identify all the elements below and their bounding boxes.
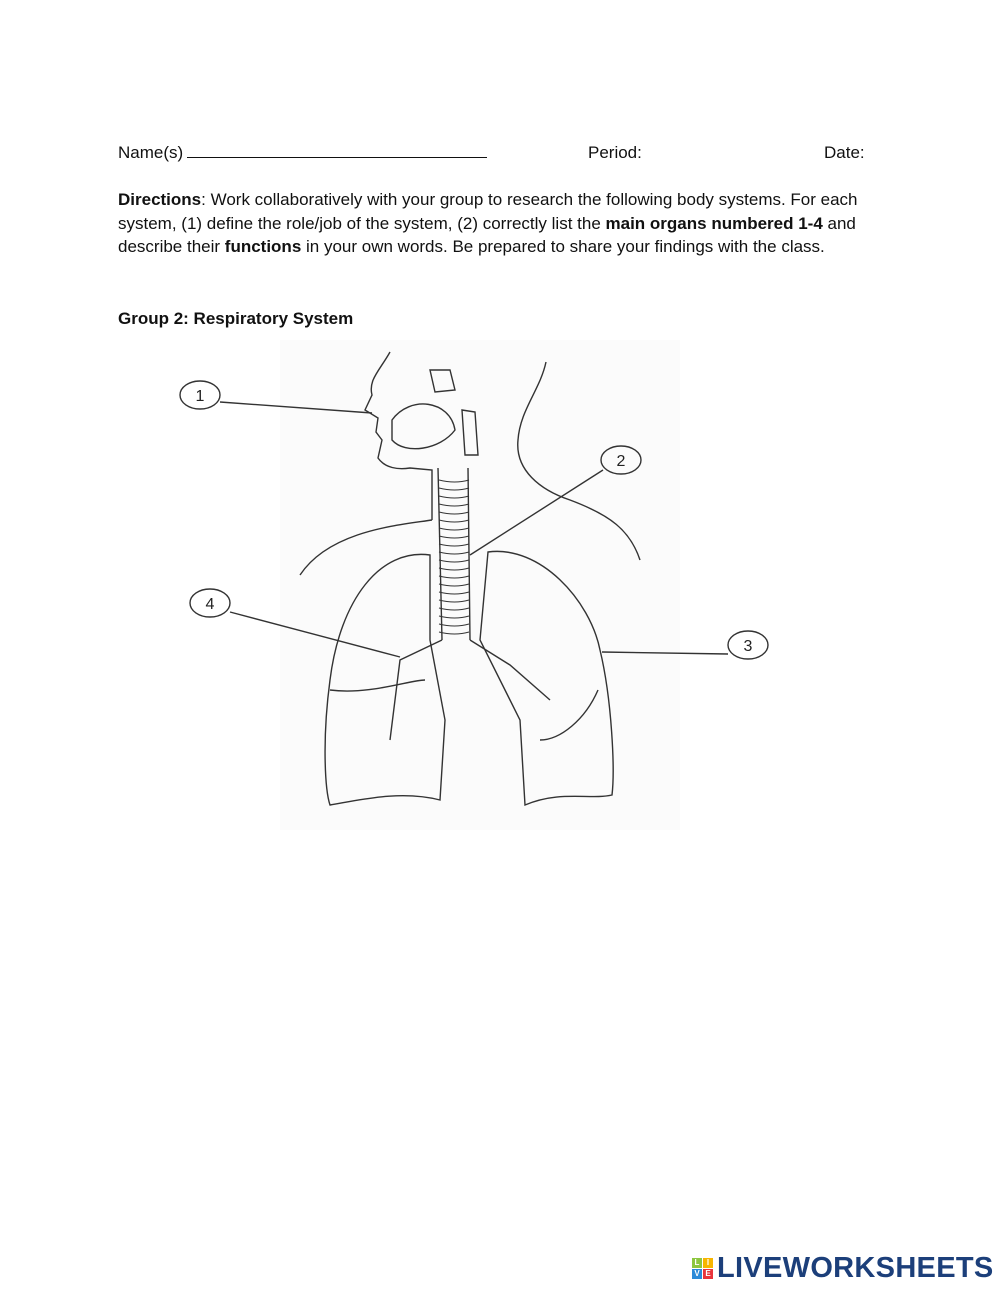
section-title: Group 2: Respiratory System: [118, 309, 354, 328]
directions-label: Directions: [118, 190, 202, 209]
cube-letter: E: [703, 1269, 713, 1279]
label-3[interactable]: [728, 631, 768, 659]
logo-cube-icon: [692, 1258, 713, 1279]
directions-text: in your own words. Be prepared to share your findings with the class.: [301, 237, 825, 256]
name-blank-line[interactable]: [187, 141, 487, 158]
logo-text: LIVEWORKSHEETS: [717, 1252, 994, 1284]
date-label: Date:: [824, 143, 865, 162]
directions-bold: main organs numbered 1-4: [605, 213, 823, 233]
name-field: [118, 141, 487, 165]
label-4-number: 4: [205, 596, 215, 613]
label-1[interactable]: [180, 381, 220, 409]
label-4[interactable]: [190, 589, 230, 617]
directions-text: : Work collaboratively with your group to research the following body systems. For each system, (1) define the role/job of the system, (2) correctly list the: [118, 190, 858, 233]
cube-letter: L: [692, 1258, 702, 1268]
label-2-number: 2: [616, 453, 626, 470]
period-label: Period:: [588, 143, 642, 162]
cube-letter: V: [692, 1269, 702, 1279]
cube-letter: I: [703, 1258, 713, 1268]
label-3-number: 3: [743, 638, 753, 655]
directions-paragraph: [118, 188, 888, 259]
respiratory-system-diagram: [150, 340, 790, 840]
label-1-number: 1: [195, 388, 205, 405]
name-label: Name(s): [118, 143, 184, 162]
directions-bold: functions: [224, 237, 302, 256]
liveworksheets-logo: [692, 1252, 994, 1285]
directions-text: and describe their: [118, 213, 856, 256]
